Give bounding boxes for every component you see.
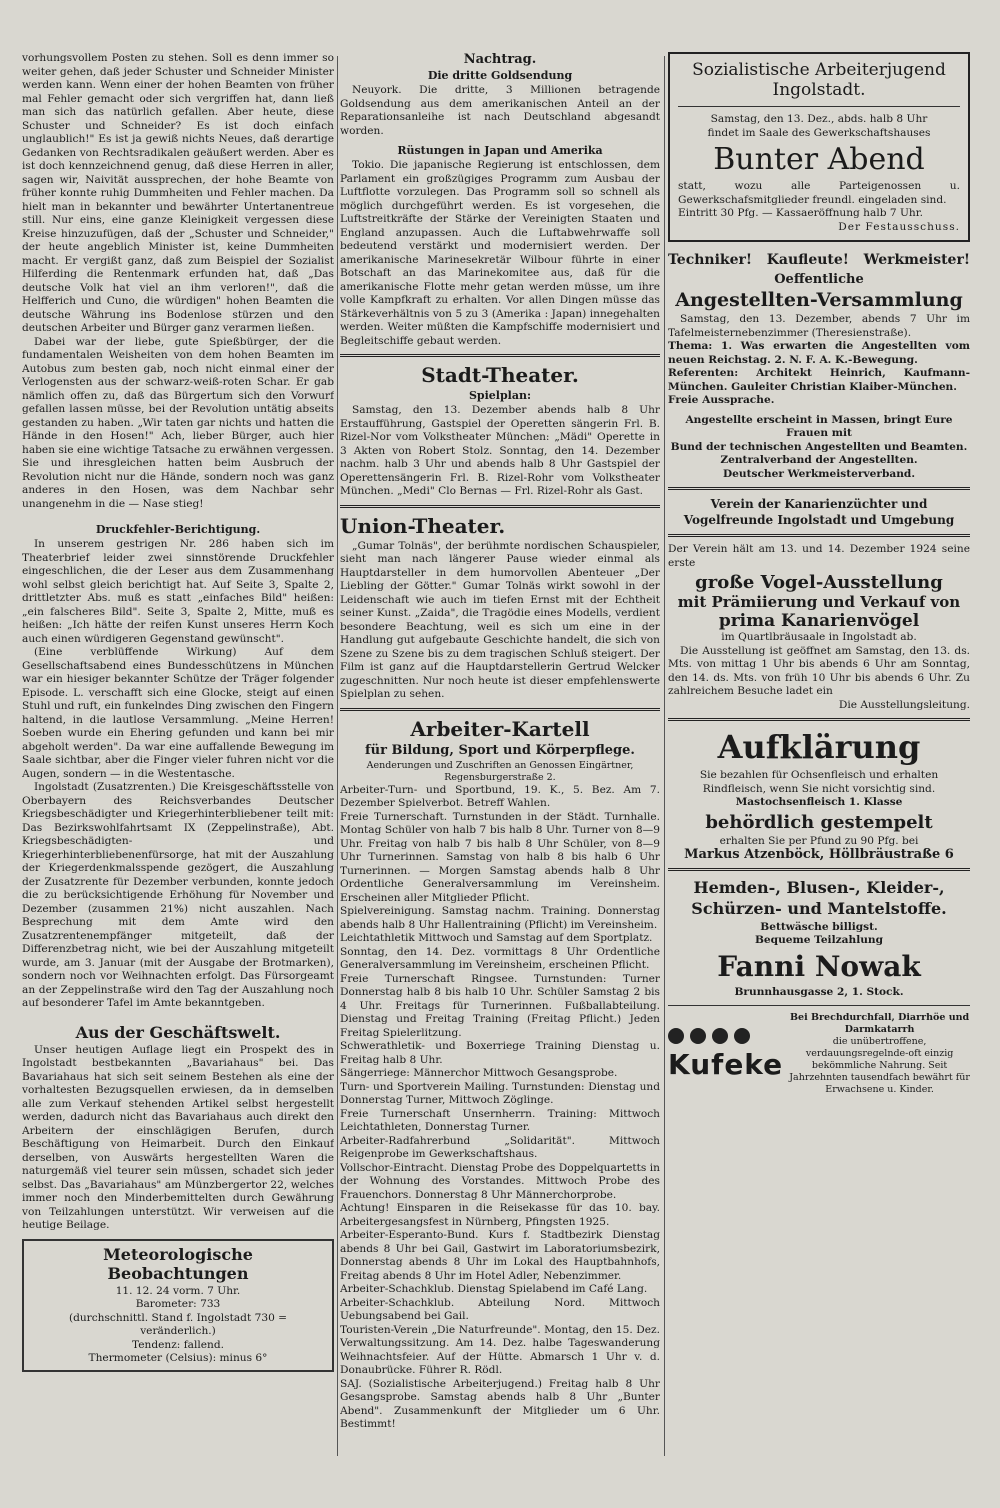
versammlung-aussprache: Freie Aussprache. [668, 394, 775, 406]
versammlung-thema: Thema: 1. Was erwarten die Angestellten vom neuen Reichstag. 2. N. F. A. K.-Bewegung. [668, 340, 970, 366]
verein-text: Der Verein hält am 13. und 14. Dezember 1924 seine erste [668, 543, 970, 569]
zentralverband-label: Zentralverband der Angestellten. [720, 454, 918, 466]
saj-city: Ingolstadt. [772, 80, 866, 100]
versammlung-referenten: Referenten: Architekt Heinrich, Kaufmann-München. Gauleiter Christian Klaiber-München. [668, 367, 970, 393]
vogel-headline-2: mit Prämiierung und Verkauf von [677, 593, 961, 611]
ruestungen-text: Tokio. Die japanische Regierung ist entschlossen, dem Parlament ein großzügiges Programm zum Ausbau der Luftflotte vorzulegen. Das Programm soll so schnell als möglich durchgeführt werden. Es ist vorgesehen, die Luftstreitkräfte der Stärke der Vereinigten Staaten und England anzupassen. Auch die Luftabwehrwaffe soll bedeutend verstärkt und modernisiert werden. Der amerikanische Marinesekretär Wilbour führte in einer Botschaft an das Marinekomitee aus, daß für die amerikanische Flotte mehr getan werden müsse, um ihre volle Kampfkraft zu erhalten. Vor allen Dingen müsse das Stärkeverhältnis von 5 zu 3 (Amerika : Japan) innegehalten werden. Weiter müßten die Kampfschiffe modernisiert und Begleitschiffe gebaut werden. [340, 159, 660, 347]
druckfehler-heading: Druckfehler-Berichtigung. [95, 523, 261, 536]
saj-name: Sozialistische Arbeiterjugend [692, 60, 946, 80]
werkmeisterverband-label: Deutscher Werkmeisterverband. [722, 467, 916, 480]
saj-sign: Der Festausschuss. [838, 220, 960, 233]
divider [668, 534, 970, 537]
column-rule-right [664, 56, 665, 1456]
meteo-tendenz: Tendenz: fallend. [132, 1338, 224, 1351]
divider [678, 106, 960, 107]
bettwaesche-label: Bettwäsche billigst. [760, 920, 878, 933]
pfund-price: erhalten Sie per Pfund zu 90 Pfg. bei [719, 834, 919, 847]
kufeke-word: Kufeke [668, 1047, 784, 1081]
vogel-zeit: Die Ausstellung ist geöffnet am Samstag, den 13. ds. Mts. von mittag 1 Uhr bis abends 6 Uhr am Sonntag, den 14. ds. Mts. von früh 10 Uhr bis abends 6 Uhr. Zu zahlreichem Besuche ladet ein [668, 644, 970, 697]
kufeke-brand [668, 1028, 783, 1081]
vogel-headline-1: große Vogel-Ausstellung [695, 572, 943, 593]
kufeke-dots-icon [668, 1028, 783, 1044]
kartell-item: Freie Turnerschaft. Turnstunden in der Städt. Turnhalle. Montag Schüler von halb 7 bis halb 8 Uhr. Turner von 8—9 Uhr. Freitag von halb 7 bis halb 8 Uhr Schüler, von 8—9 Uhr Turnerinnen. Samstag von halb 8 bis halb 6 Uhr Turnerinnen. — Morgen Samstag abends halb 8 Uhr Ordentliche Generalversammlung im Vereinsheim. Erscheinen aller Mitglieder Pflicht. [340, 810, 660, 904]
vogel-sign: Die Ausstellungsleitung. [838, 698, 970, 711]
meteo-date: 11. 12. 24 vorm. 7 Uhr. [115, 1284, 241, 1297]
article-paragraph: vorhungsvollem Posten zu stehen. Soll es denn immer so weiter gehen, daß jeder Schuster und Schneider Minister werden kann. Wenn einer der hohen Beamten von früher mal Fehler gemacht oder sich vergriffen hat, dann ließ man sich das natürlich gefallen. Aber heute, diese Schuster und Schneider? Es ist doch einfach unglaublich!" Es ist ja gewiß nichts Neues, daß derartige Gedanken von Rechtsradikalen geäußert werden. Aber es ist doch kennzeichnend genug, daß diese Herren in aller, sagen wir, Naivität aussprechen, der hohe Beamte von früher konnte ruhig Dummheiten und Fehler machen. Da hielt man in bekannter und bewährter Untertanentreue still. Nur eins, eine ganze Kleinigkeit vergessen diese Kreise hinzuzufügen, daß der „Schuster und Schneider," der heute angeblich Minister ist, keine Dummheiten macht. Er vergißt ganz, daß zum Beispiel der Sozialist Hilferding die Rentenmark erfunden hat, daß „Das deutsche Volk hat viel an ihm verloren!", daß die Helfferich und Cuno, die würdigen" hohen Beamten die deutsche Währung ins Bodenlose stürzen und den deutschen Arbeiter und Bürger ganz verarmen ließen. [22, 52, 334, 334]
stadttheater-text: Samstag, den 13. Dezember abends halb 8 Uhr Erstaufführung, Gastspiel der Operetten sängerin Frl. B. Rizel-Nor vom Volkstheater München: „Mädi" Operette in 3 Akten von Robert Stolz. Sonntag, den 14. Dezember nachm. halb 3 Uhr und abends halb 8 Uhr Gastspiel der Operettensängerin Frl. B. Rizel-Rohr vom Volkstheater München. „Medi" Clo Bernas — Frl. Rizel-Rohr als Gast. [340, 404, 660, 497]
fanni-nowak-name: Fanni Nowak [717, 949, 921, 983]
kufeke-copy [789, 1012, 970, 1096]
oeffentliche-label: Oeffentliche [774, 272, 864, 287]
kartell-item: Freie Turnerschaft Ringsee. Turnstunden: Turner Donnerstag halb 8 bis halb 10 Uhr. Schüler Samstag 2 bis 4 Uhr. Freitags für Turnerinnen. Fußballabteilung. Dienstag und Freitag Training (Freitag Pflicht.) Jeden Freitag Spielerlitzung. [340, 972, 660, 1039]
uniontheater-heading: Union-Theater. [340, 513, 506, 538]
geschaeftswelt-text: Unser heutigen Auflage liegt ein Prospekt des in Ingolstadt bestbekannten „Bavariahaus" bei. Das Bavariahaus hat sich seit seinem Bestehen als eine der vorhaltesten Bezugsquellen erwiesen, da in demselben alle zum Verkauf stehenden Artikel selbst hergestellt werden, dadurch nicht das Bavariahaus auch direkt den Arbeitern der einschlägigen Berufen, durch Beschäftigung von Heimarbeit. Durch den Einkauf derselben, von Auswärts hergestellten Waren die naturgemäß viel teurer sein müssen, schadet sich jeder selbst. Das „Bavariahaus" am Münzbergertor 22, welches immer noch den Minderbemittelten durch Gewährung von Teilzahlungen unterstützt. Wir verweisen auf die heutige Beilage. [22, 1043, 334, 1231]
divider [340, 505, 660, 508]
divider [668, 1005, 970, 1006]
divider [340, 708, 660, 711]
versammlung-date: Samstag, den 13. Dezember, abends 7 Uhr im Tafelmeisternebenzimmer (Theresienstraße). [668, 313, 970, 339]
goldsendung-heading: Die dritte Goldsendung [427, 69, 573, 82]
hemden-heading: Hemden-, Blusen-, Kleider-, Schürzen- und Mantelstoffe. [691, 877, 947, 918]
kufeke-text: die unübertroffene, verdauungsregelnde-oft einzig bekömmliche Nahrung. Seit Jahrzehnten tausendfach bewährt für Erwachsene u. Kinder. [789, 1036, 970, 1095]
kartell-item: Arbeiter-Radfahrerbund „Solidarität". Mittwoch Reigenprobe im Gewerkschaftshaus. [340, 1134, 660, 1160]
meteo-heading: Meteorologische Beobachtungen [103, 1244, 253, 1283]
bund-label: Bund der technischen Angestellten und Beamten. [670, 440, 968, 453]
kufeke-side-text: Bei Brechdurchfall, Diarrhöe und Darmkatarrh [790, 1012, 970, 1035]
meteo-barometer: Barometer: 733 [135, 1298, 221, 1310]
kartell-item: Achtung! Einsparen in die Reisekasse für das 10. bay. Arbeitergesangsfest in Nürnberg, Pfingsten 1925. [340, 1202, 660, 1228]
meteo-thermometer: Thermometer (Celsius): minus 6° [88, 1352, 268, 1364]
meteorology-box [22, 1239, 334, 1372]
divider [668, 718, 970, 721]
meteo-stand: (durchschnittl. Stand f. Ingolstadt 730 = veränderlich.) [68, 1311, 288, 1337]
kartell-note: Aenderungen und Zuschriften an Genossen Eingärtner, Regensburgerstraße 2. [366, 759, 634, 783]
kartell-item: Schwerathletik- und Boxerriege Training Dienstag u. Freitag halb 8 Uhr. [340, 1040, 660, 1066]
uniontheater-text: „Gumar Tolnäs", der berühmte nordischen Schauspieler, sieht man nach längerer Pause wieder einmal als Hauptdarsteller in dem humorvollen Abenteuer „Der Liebling der Götter." Gumar Tolnäs wirkt sowohl in der Leidenschaft wie auch im tiefen Ernst mit der Echtheit seiner Kunst. „Zaida", die Tragödie eines Modells, verdient besondere Beachtung, weil es sich um eine in der Handlung gut aufgebaute Geschichte handelt, die sich von Szene zu Szene bis zu dem tragischen Schluß steigert. Der Film ist ganz auf die Hauptdarstellerin Gertrud Welcker zugeschnitten. Nur noch heute ist dieser empfehlenswerte Spielplan zu sehen. [340, 539, 660, 700]
column-rule-left [337, 56, 338, 1456]
kartell-item: Freie Turnerschaft Unsernherrn. Training: Mittwoch Leichtathleten, Donnerstag Turner. [340, 1107, 660, 1133]
aufklaerung-heading: Aufklärung [717, 728, 921, 766]
kartell-item: Vollschor-Eintracht. Dienstag Probe des Doppelquartetts in der Wohnung des Vorstandes. Mittwoch Probe des Frauenchors. Donnerstag 8 Uhr Männerchorprobe. [340, 1161, 660, 1201]
wirkung-text: (Eine verblüffende Wirkung) Auf dem Gesellschaftsabend eines Bundesschützens in München war ein hiesiger bekannter Schütze der Träger folgender Episode. L. verschafft sich eine Glocke, steigt auf einen Stuhl und ruft, ein funkelndes Ding zwischen den Fingern haltend, in die lautlose Versammlung. „Meine Herren! Soeben wurde ein Ehering gefunden und kann bei mir abgeholt werden". Da war eine auffallende Bewegung im Saale sichtbar, aber die Finger vieler fuhren nicht vor die Augen, sondern — in die Westentasche. [22, 646, 334, 780]
kartell-item: Arbeiter-Esperanto-Bund. Kurs f. Stadtbezirk Dienstag abends 8 Uhr bei Gail, Gastwirt im Laboratoriumsbezirk, Donnerstag abends 8 Uhr im Lokal des Hauptbahnhofs, Freitag abends 8 Uhr im Hotel Adler, Nebenzimmer. [340, 1229, 660, 1282]
kartell-item: Sonntag, den 14. Dez. vormittags 8 Uhr Ordentliche Generalversammlung im Vereinsheim, erscheinen Pflicht. [340, 945, 660, 971]
vogel-ort: im Quartlbräusaale in Ingolstadt ab. [721, 631, 917, 643]
brunnhaus-address: Brunnhausgasse 2, 1. Stock. [734, 985, 904, 998]
saj-entry: Eintritt 30 Pfg. — Kassaeröffnung halb 7 Uhr. [678, 207, 923, 219]
ingolstadt-news: Ingolstadt (Zusatzrenten.) Die Kreisgeschäftsstelle von Oberbayern des Reichsverbandes Deutscher Kriegsbeschädigter und Kriegerhinterbliebener teilt mit: Das Bezirkswohlfahrtsamt IX (Zeppelinstraße), Abt. Kriegsbeschädigten- und Kriegerhinterbliebenenfürsorge, hat mit der Auszahlung der Kriegerdenkmalsspende gezögert, die Auszahlung der Zusatzrente für Dezember verbunden, konnte jedoch die zu berücksichtigende Erhöhung für November und Dezember (zusammen 21%) nicht auszahlen. Nach Besprechung mit dem Amte wird den Zusatzrentenempfänger mitgeteilt, daß der Differenzbetrag nicht, wie bei der Auszahlung mitgeteilt wurde, am 3. Januar (mit der Ausgabe der Brotmarken), sondern noch vor Weihnachten erfolgt. Das Fürsorgeamt an der Zeppelinstraße wird den Tag der Auszahlung noch auf besonderer Tafel im Amte bekanntgeben. [22, 781, 334, 1009]
teilzahlung-label: Bequeme Teilzahlung [754, 934, 884, 946]
target-groups [668, 250, 970, 270]
divider [668, 868, 970, 871]
column-2 [340, 52, 660, 1432]
kartell-heading: Arbeiter-Kartell [410, 716, 590, 741]
kartell-item: Turn- und Sportverein Mailing. Turnstunden: Dienstag und Donnerstag Turner, Mittwoch Zöglinge. [340, 1080, 660, 1106]
vogel-headline-3: prima Kanarienvögel [718, 611, 920, 631]
column-3 [668, 52, 970, 1096]
article-paragraph: Dabei war der liebe, gute Spießbürger, der die fundamentalen Weisheiten von dem hohen Beamten im Autobus zum besten gab, noch nicht einmal einer der Verlogensten aus der schwarz-weiß-roten Schar. Er gab nämlich offen zu, daß das Bürgertum sich den Vorwurf gefallen lassen müsse, bei der Revolution untätig abseits gestanden zu haben. „Wir taten gar nichts und hatten die Hände in den Hosen!" Ach, lieber Bürger, auch hier haben sie eine wichtige Tatsache zu erwähnen vergessen. Sie und ihresgleichen hatten beim Ausbruch der Revolution nicht nur die Hände, sondern noch was ganz anderes in den Hosen, was dem Nachbar sehr unangenehm in die — Nase stieg! [22, 335, 334, 510]
kartell-item: Spielvereinigung. Samstag nachm. Training. Donnerstag abends halb 8 Uhr Hallentraining (Pflicht) im Vereinsheim. [340, 905, 660, 931]
versammlung-appeal: Angestellte erscheint in Massen, bringt Eure Frauen mit [685, 413, 953, 439]
aufklaerung-text: Sie bezahlen für Ochsenfleisch und erhalten Rindfleisch, wenn Sie nicht vorsichtig sind. [699, 769, 939, 795]
markus-address: Markus Atzenböck, Höllbräustraße 6 [684, 847, 954, 862]
saj-advert [668, 52, 970, 242]
kartell-item: Touristen-Verein „Die Naturfreunde". Montag, den 15. Dez. Verwaltungssitzung. Am 14. Dez. halbe Tageswanderung Weihnachtsfeier. Auf der Hütte. Abmarsch 1 Uhr v. d. Donaubrücke. Führer R. Rödl. [340, 1323, 660, 1376]
bunter-abend-title: Bunter Abend [713, 142, 925, 177]
ruestungen-heading: Rüstungen in Japan und Amerika [397, 144, 603, 157]
kartell-item: SAJ. (Sozialistische Arbeiterjugend.) Freitag halb 8 Uhr Gesangsprobe. Samstag abends halb 8 Uhr „Bunter Abend". Zusammenkunft der Mitglieder um 6 Uhr. Bestimmt! [340, 1377, 660, 1430]
kartell-item: Arbeiter-Schachklub. Abteilung Nord. Mittwoch Uebungsabend bei Gail. [340, 1296, 660, 1322]
mastochsen-label: Mastochsenfleisch 1. Klasse [735, 796, 903, 808]
divider [340, 354, 660, 357]
stadttheater-heading: Stadt-Theater. [421, 363, 579, 387]
verein-heading: Verein der Kanarienzüchter und Vogelfreunde Ingolstadt und Umgebung [683, 497, 955, 527]
goldsendung-text: Neuyork. Die dritte, 3 Millionen betragende Goldsendung aus dem amerikanischen Anteil an der Reparationsanleihe ist nach Deutschland abgesandt worden. [340, 84, 660, 137]
geschaeftswelt-heading: Aus der Geschäftswelt. [75, 1022, 281, 1042]
kufeke-advert [668, 1012, 970, 1096]
spielplan-heading: Spielplan: [468, 389, 532, 402]
kaufleute-label: Kaufleute! [766, 252, 849, 268]
werkmeister-label: Werkmeister! [863, 252, 970, 268]
divider [668, 487, 970, 490]
kartell-item: Sängerriege: Männerchor Mittwoch Gesangsprobe. [340, 1067, 618, 1079]
nachtrag-heading: Nachtrag. [463, 52, 537, 67]
techniker-label: Techniker! [668, 252, 753, 268]
column-1 [22, 52, 334, 1372]
kartell-item: Arbeiter-Schachklub. Dienstag Spielabend im Café Lang. [340, 1283, 648, 1295]
saj-place: findet im Saale des Gewerkschaftshauses [707, 126, 931, 139]
saj-invite: statt, wozu alle Parteigenossen u. Gewerkschafsmitglieder freundl. eingeladen sind. [678, 180, 960, 206]
versammlung-heading: Angestellten-Versammlung [675, 289, 963, 311]
saj-date: Samstag, den 13. Dez., abds. halb 8 Uhr [710, 113, 928, 125]
druckfehler-text: In unserem gestrigen Nr. 286 haben sich im Theaterbrief leider zwei sinnstörende Druckfehler eingeschlichen, die der Leser aus dem Zusammenhang wohl selbst gleich berichtigt hat. Auf Seite 3, Spalte 2, drittletzter Abs. muß es statt „einfaches Bild" heißen: „ein falscheres Bild". Seite 3, Spalte 2, Mitte, muß es heißen: „Ich hätte der reifen Kunst unseres Herrn Koch auch einen würdigeren Gegenstand gewünscht". [22, 538, 334, 645]
kartell-item: Leichtathletik Mittwoch und Samstag auf dem Sportplatz. [340, 932, 653, 944]
gestempelt-label: behördlich gestempelt [705, 811, 933, 833]
kartell-subheading: für Bildung, Sport und Körperpflege. [365, 742, 635, 758]
kartell-item: Arbeiter-Turn- und Sportbund, 19. K., 5. Bez. Am 7. Dezember Spielverbot. Betreff Wahlen. [340, 783, 660, 809]
